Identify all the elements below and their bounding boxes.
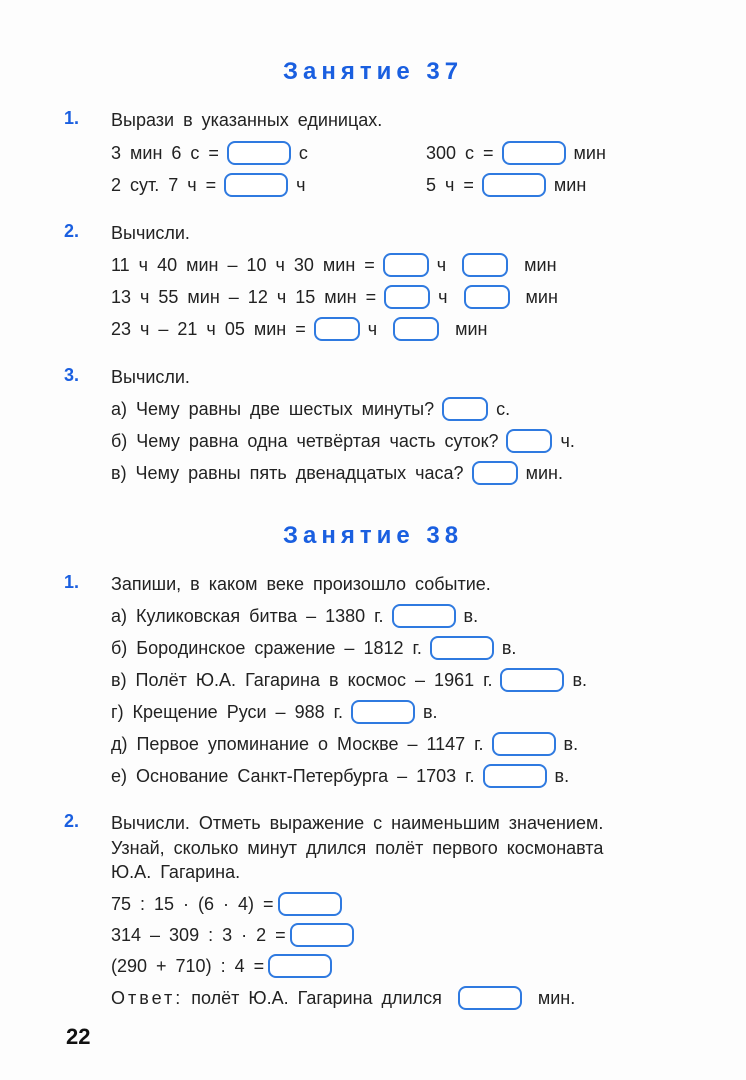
answer-box[interactable] <box>224 173 288 197</box>
lesson-38-title: Занятие 38 <box>282 522 464 549</box>
century-box[interactable] <box>430 636 494 660</box>
minutes-box[interactable] <box>393 317 439 341</box>
question-row <box>111 429 575 453</box>
unit-label: ч <box>367 319 378 339</box>
answer-box[interactable] <box>506 429 552 453</box>
task-number: 1. <box>64 572 80 592</box>
expression-row <box>111 923 354 947</box>
event-text: г) Крещение Руси – 988 г. <box>111 702 343 722</box>
unit-label: мин <box>524 255 557 275</box>
hours-box[interactable] <box>314 317 360 341</box>
unit-label: в. <box>422 702 438 722</box>
expression: 11 ч 40 мин – 10 ч 30 мин = <box>111 255 375 275</box>
century-box[interactable] <box>351 700 415 724</box>
conversion-row <box>111 141 308 165</box>
unit-label: мин. <box>525 463 563 483</box>
event-row <box>111 764 569 788</box>
event-row <box>111 636 516 660</box>
century-box[interactable] <box>483 764 547 788</box>
question-text: в) Чему равны пять двенадцатых часа? <box>111 463 464 483</box>
page-number: 22 <box>66 1024 91 1049</box>
unit-label: с <box>298 143 308 163</box>
task-number: 2. <box>64 811 80 831</box>
answer-box[interactable] <box>458 986 522 1010</box>
answer-box[interactable] <box>482 173 546 197</box>
calc-row <box>111 285 558 309</box>
unit-label: в. <box>572 670 588 690</box>
answer-text: полёт Ю.А. Гагарина длился <box>191 988 442 1008</box>
expression-row <box>111 954 332 978</box>
unit-label: в. <box>563 734 579 754</box>
calc-row <box>111 317 488 341</box>
conversion-row <box>111 173 306 197</box>
answer-box[interactable] <box>290 923 354 947</box>
expression: 75 : 15 · (6 · 4) = <box>111 894 274 914</box>
answer-row <box>111 986 575 1010</box>
expression: 2 сут. 7 ч = <box>111 175 217 195</box>
unit-label: ч <box>296 175 306 195</box>
unit-label: ч <box>438 287 448 307</box>
answer-box[interactable] <box>472 461 518 485</box>
minutes-box[interactable] <box>462 253 508 277</box>
unit-label: в. <box>501 638 517 658</box>
task-prompt: Вырази в указанных единицах. <box>111 110 383 130</box>
expression-row <box>111 892 342 916</box>
unit-label: мин <box>455 319 488 339</box>
task-prompt-line: Вычисли. Отметь выражение с наименьшим значением. <box>111 813 604 833</box>
answer-box[interactable] <box>268 954 332 978</box>
expression: (290 + 710) : 4 = <box>111 956 265 976</box>
task-prompt-line: Ю.А. Гагарина. <box>111 862 241 882</box>
unit-label: в. <box>463 606 479 626</box>
unit-label: мин <box>573 143 606 163</box>
event-row <box>111 700 438 724</box>
task-number: 1. <box>64 108 80 128</box>
answer-box[interactable] <box>502 141 566 165</box>
event-text: е) Основание Санкт-Петербурга – 1703 г. <box>111 766 475 786</box>
expression: 314 – 309 : 3 · 2 = <box>111 925 286 945</box>
hours-box[interactable] <box>384 285 430 309</box>
unit-label: мин. <box>537 988 576 1008</box>
answer-box[interactable] <box>278 892 342 916</box>
task-number: 3. <box>64 365 80 385</box>
century-box[interactable] <box>392 604 456 628</box>
event-row <box>111 668 587 692</box>
task-prompt-line: Узнай, сколько минут длился полёт первого космонавта <box>111 838 604 858</box>
unit-label: мин <box>525 287 558 307</box>
event-text: а) Куликовская битва – 1380 г. <box>111 606 384 626</box>
unit-label: с. <box>496 399 511 419</box>
answer-box[interactable] <box>442 397 488 421</box>
century-box[interactable] <box>500 668 564 692</box>
event-row <box>111 732 578 756</box>
question-row <box>111 461 563 485</box>
event-text: д) Первое упоминание о Москве – 1147 г. <box>111 734 484 754</box>
question-row <box>111 397 510 421</box>
expression: 23 ч – 21 ч 05 мин = <box>111 319 306 339</box>
unit-label: ч <box>436 255 447 275</box>
conversion-row <box>426 141 606 165</box>
event-row <box>111 604 478 628</box>
expression: 3 мин 6 с = <box>111 143 219 163</box>
calc-row <box>111 253 557 277</box>
event-text: в) Полёт Ю.А. Гагарина в космос – 1961 г. <box>111 670 493 690</box>
expression: 13 ч 55 мин – 12 ч 15 мин = <box>111 287 377 307</box>
answer-label: Ответ: <box>111 988 184 1008</box>
conversion-row <box>426 173 586 197</box>
task-prompt: Вычисли. <box>111 367 190 387</box>
task-prompt: Запиши, в каком веке произошло событие. <box>111 574 491 594</box>
minutes-box[interactable] <box>464 285 510 309</box>
expression: 300 с = <box>426 143 494 163</box>
expression: 5 ч = <box>426 175 474 195</box>
lesson-37-title: Занятие 37 <box>282 58 464 85</box>
unit-label: в. <box>554 766 570 786</box>
task-prompt: Вычисли. <box>111 223 190 243</box>
unit-label: ч. <box>560 431 575 451</box>
question-text: б) Чему равна одна четвёртая часть суток? <box>111 431 499 451</box>
unit-label: мин <box>553 175 587 195</box>
event-text: б) Бородинское сражение – 1812 г. <box>111 638 422 658</box>
century-box[interactable] <box>492 732 556 756</box>
hours-box[interactable] <box>383 253 429 277</box>
question-text: а) Чему равны две шестых минуты? <box>111 399 435 419</box>
task-number: 2. <box>64 221 80 241</box>
answer-box[interactable] <box>227 141 291 165</box>
